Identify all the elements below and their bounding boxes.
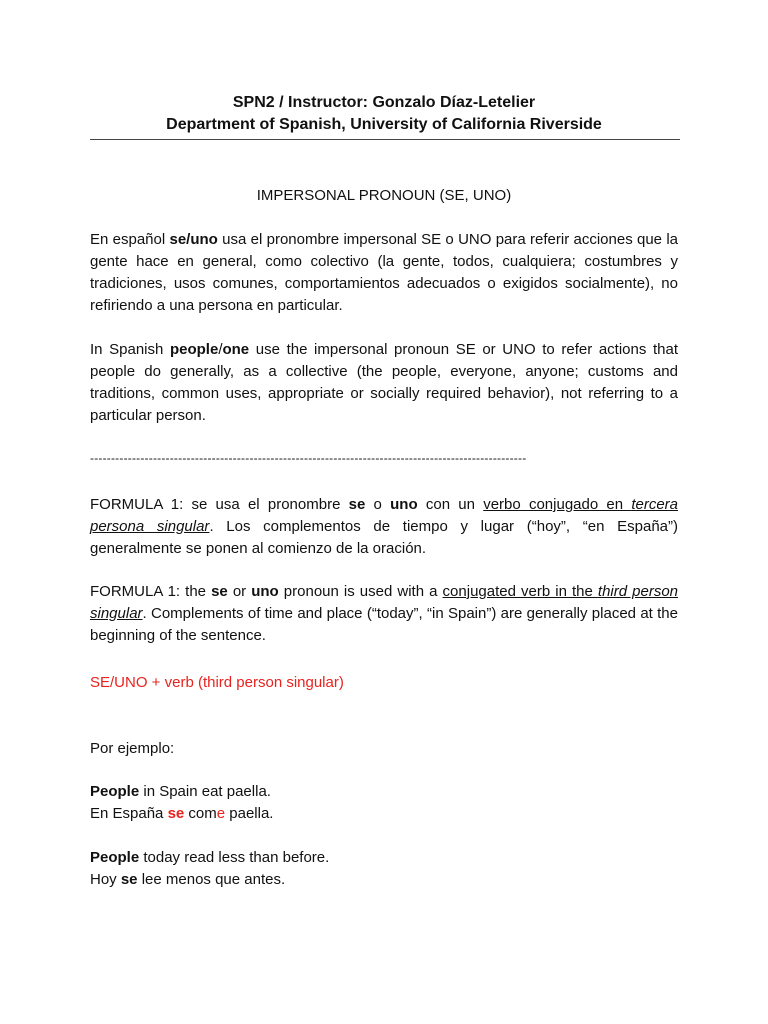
example-1-es-se: se xyxy=(167,805,185,822)
formula-es-label: FORMULA 1: xyxy=(90,496,184,513)
example-1-es-before: En España xyxy=(90,805,168,822)
example-1-subject: People xyxy=(90,783,140,800)
formula-en-underlined-italic: third person singular xyxy=(90,583,679,622)
formula-rule: SE/UNO + verb (third person singular) xyxy=(90,674,344,691)
department-line: Department of Spanish, University of California Riverside xyxy=(166,116,602,133)
example-1-spanish xyxy=(90,803,678,825)
example-1-english xyxy=(90,781,678,803)
formula-es-uno: uno xyxy=(390,496,418,513)
dashed-separator: -------------------------------------------------------------------------------------------------------- xyxy=(90,451,527,465)
example-2-spanish xyxy=(90,869,678,891)
course-instructor-line: SPN2 / Instructor: Gonzalo Díaz-Letelier xyxy=(232,94,536,111)
formula-en-label: FORMULA 1: xyxy=(90,583,181,600)
example-1-en-rest: in Spain eat paella. xyxy=(139,783,271,800)
example-2-es-se: se xyxy=(120,871,138,888)
example-2-subject: People xyxy=(90,849,140,866)
intro-en-one: one xyxy=(222,341,250,358)
example-2-english xyxy=(90,847,678,869)
header-divider xyxy=(90,139,680,140)
intro-es-text-2: usa el pronombre impersonal SE o UNO para referir acciones que la gente hace en general, como colectivo (la gente, todos, cualquiera; costumbres y tradiciones, usos comunes, comportamientos adecuados o exigidos socialmente), no refiriendo a una persona en particular. xyxy=(90,231,678,314)
formula-en-uno: uno xyxy=(251,583,279,600)
intro-en-text-1: In Spanish xyxy=(90,341,170,358)
formula-es-text-3: con un xyxy=(417,496,484,513)
formula-es-underlined-italic: tercera persona singular xyxy=(90,496,679,535)
example-2-es-before: Hoy xyxy=(90,871,121,888)
document-header xyxy=(0,92,768,136)
formula-paragraph-english xyxy=(90,581,678,647)
formula-en-text-3: pronoun is used with a xyxy=(278,583,443,600)
example-1-es-verb-ending: e xyxy=(216,805,226,822)
formula-es-text-1: se usa el pronombre xyxy=(183,496,349,513)
section-title: IMPERSONAL PRONOUN (SE, UNO) xyxy=(256,187,512,204)
formula-es-text-2: o xyxy=(365,496,391,513)
example-1-es-after: paella. xyxy=(225,805,274,822)
intro-en-slash: / xyxy=(218,341,223,358)
intro-es-text-1: En español xyxy=(90,231,170,248)
example-intro: Por ejemplo: xyxy=(90,740,175,757)
formula-es-se: se xyxy=(348,496,366,513)
formula-en-se: se xyxy=(211,583,228,600)
example-2-en-rest: today read less than before. xyxy=(139,849,330,866)
formula-en-text-2: or xyxy=(227,583,252,600)
intro-paragraph-english xyxy=(90,339,678,427)
formula-en-text-4: . Complements of time and place (“today”, “in Spain”) are generally placed at the beginning of the sentence. xyxy=(90,605,678,644)
intro-es-se-uno: se/uno xyxy=(169,231,218,248)
example-2-es-rest: lee menos que antes. xyxy=(137,871,286,888)
formula-en-underlined: conjugated verb in the xyxy=(442,583,598,600)
formula-paragraph-spanish xyxy=(90,494,678,560)
intro-en-text-2: use the impersonal pronoun SE or UNO to refer actions that people do generally, as a collective (the people, everyone, anyone; customs and traditions, common uses, appropriate or socially required behavior), not referring to a particular person. xyxy=(90,341,678,424)
formula-en-text-1: the xyxy=(180,583,212,600)
formula-es-text-4: . Los complementos de tiempo y lugar (“hoy”, “en España”) generalmente se ponen al comienzo de la oración. xyxy=(90,518,678,557)
intro-en-people: people xyxy=(169,341,219,358)
formula-es-underlined: verbo conjugado en xyxy=(483,496,632,513)
example-1-es-verb-stem: com xyxy=(184,805,217,822)
intro-paragraph-spanish xyxy=(90,229,678,317)
